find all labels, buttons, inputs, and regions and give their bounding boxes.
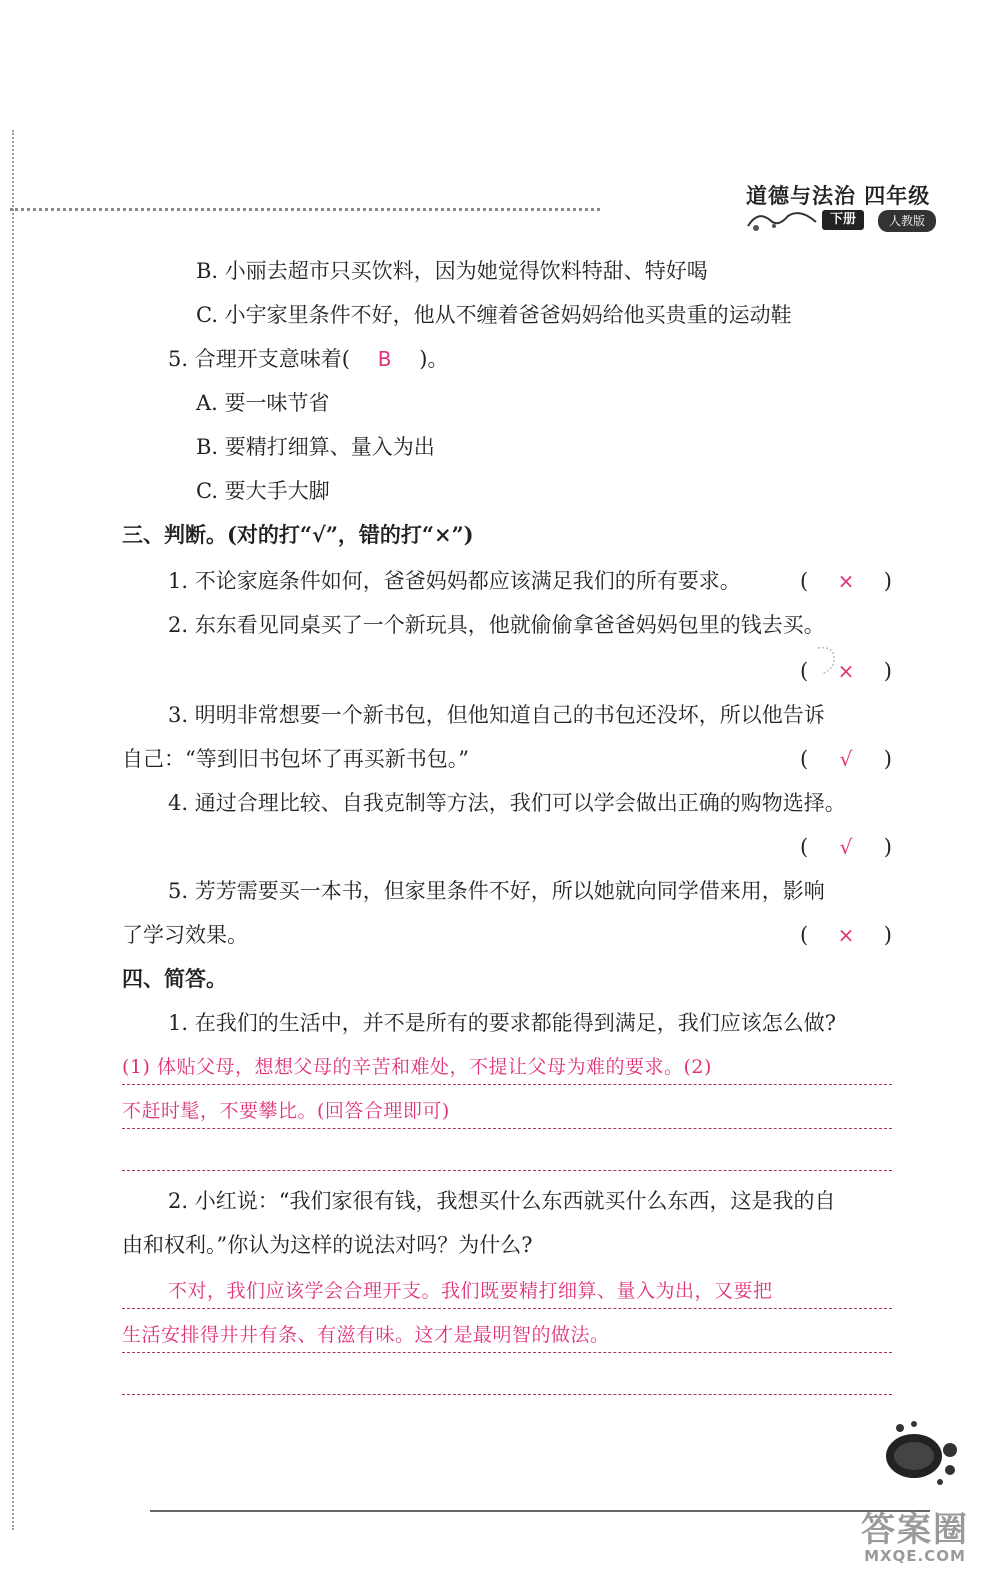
judge-paren-close: ) <box>883 835 892 859</box>
header-dotted-rule <box>10 208 600 211</box>
page-binding-edge <box>0 130 14 1530</box>
q5-option-c: C. 要大手大脚 <box>196 479 330 503</box>
judge-item-3: 3. 明明非常想要一个新书包，但他知道自己的书包还没坏，所以他告诉 <box>168 703 825 727</box>
judge-item-5: 5. 芳芳需要买一本书，但家里条件不好，所以她就向同学借来用，影响 <box>168 879 825 903</box>
judge-item-1: 1. 不论家庭条件如何，爸爸妈妈都应该满足我们的所有要求。 <box>168 569 741 593</box>
short-answer-a1-line2: 不赶时髦，不要攀比。(回答合理即可) <box>122 1100 450 1122</box>
judge-paren-close: ) <box>883 923 892 947</box>
q5-stem-end: )。 <box>419 347 449 371</box>
answer-rule-5 <box>122 1352 892 1353</box>
judge-mark-2: × <box>837 659 855 683</box>
footer-rule <box>150 1510 930 1512</box>
watermark-title: 答案圈 <box>861 1510 969 1550</box>
judge-paren-close: ) <box>883 747 892 771</box>
section-4-title: 四、简答。 <box>122 966 227 991</box>
q4-option-b: B. 小丽去超市只买饮料，因为她觉得饮料特甜、特好喝 <box>196 259 708 283</box>
edition-badge: 人教版 <box>878 210 936 232</box>
short-answer-a2-line2: 生活安排得井井有条、有滋有味。这才是最明智的做法。 <box>122 1324 610 1346</box>
short-answer-a1-line1: (1) 体贴父母，想想父母的辛苦和难处，不提让父母为难的要求。(2) <box>122 1056 712 1078</box>
judge-paren-open: ( <box>800 659 809 683</box>
watermark-url: MXQE.COM <box>864 1547 966 1565</box>
judge-item-4: 4. 通过合理比较、自我克制等方法，我们可以学会做出正确的购物选择。 <box>168 791 846 815</box>
short-answer-a2-line1: 不对，我们应该学会合理开支。我们既要精打细算、量入为出，又要把 <box>168 1280 773 1302</box>
judge-answer-3 <box>800 744 892 774</box>
judge-item-5-cont: 了学习效果。 <box>122 923 248 947</box>
header-title: 道德与法治 四年级 <box>746 183 931 208</box>
judge-paren-open: ( <box>800 569 809 593</box>
judge-mark-1: × <box>837 569 855 593</box>
answer-rule-3 <box>122 1170 892 1171</box>
judge-paren-open: ( <box>800 923 809 947</box>
judge-answer-5 <box>800 920 892 950</box>
answer-rule-4 <box>122 1308 892 1309</box>
q4-option-c: C. 小宇家里条件不好，他从不缠着爸爸妈妈给他买贵重的运动鞋 <box>196 303 792 327</box>
section-3-title: 三、判断。(对的打“√”，错的打“×”) <box>122 522 474 547</box>
q5-stem-text: 5. 合理开支意味着( <box>168 347 350 371</box>
short-answer-q2-line2: 由和权利。”你认为这样的说法对吗？为什么? <box>122 1233 533 1257</box>
short-answer-q1: 1. 在我们的生活中，并不是所有的要求都能得到满足，我们应该怎么做? <box>168 1011 836 1035</box>
judge-item-3-cont: 自己：“等到旧书包坏了再买新书包。” <box>122 747 469 771</box>
judge-answer-4 <box>800 832 892 862</box>
answer-rule-2 <box>122 1128 892 1129</box>
judge-answer-1 <box>800 566 892 596</box>
q5-answer: B <box>377 347 392 371</box>
judge-mark-5: × <box>837 923 855 947</box>
judge-paren-close: ) <box>883 569 892 593</box>
answer-rule-6 <box>122 1394 892 1395</box>
judge-paren-open: ( <box>800 747 809 771</box>
watermark-logo <box>840 1512 990 1567</box>
page-number-decoration-icon <box>880 1420 980 1490</box>
volume-badge: 下册 <box>822 210 864 230</box>
judge-answer-2 <box>800 656 892 686</box>
judge-paren-open: ( <box>800 835 809 859</box>
q5-option-b: B. 要精打细算、量入为出 <box>196 435 435 459</box>
judge-item-2: 2. 东东看见同桌买了一个新玩具，他就偷偷拿爸爸妈妈包里的钱去买。 <box>168 613 825 637</box>
judge-paren-close: ) <box>883 659 892 683</box>
answer-rule-1 <box>122 1084 892 1085</box>
q5-stem <box>168 344 448 374</box>
short-answer-q2-line1: 2. 小红说：“我们家很有钱，我想买什么东西就买什么东西，这是我的自 <box>168 1189 836 1213</box>
judge-mark-3: √ <box>839 747 853 771</box>
judge-mark-4: √ <box>839 835 853 859</box>
q5-option-a: A. 要一味节省 <box>196 391 330 415</box>
header-decoration-icon <box>744 206 820 234</box>
